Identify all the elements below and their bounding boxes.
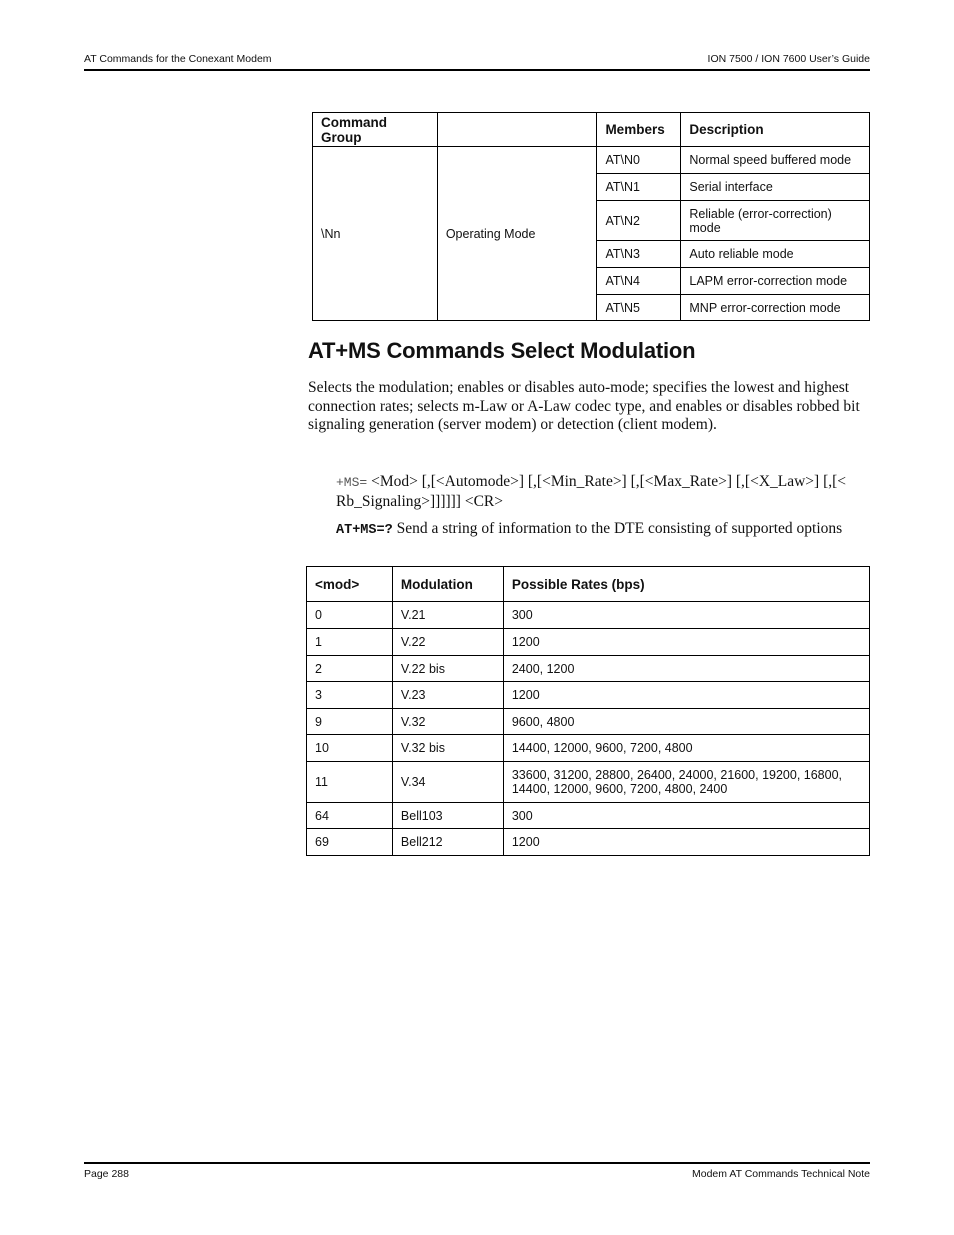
syntax-arguments: <Mod> [,[<Automode>] [,[<Min_Rate>] [,[<Max_Rate>] [,[<X_Law>] [,[< Rb_Signaling>]]]]]] <CR> — [336, 473, 847, 510]
description-cell: Auto reliable mode — [681, 241, 870, 268]
description-cell: Serial interface — [681, 174, 870, 201]
mod-cell: 3 — [307, 682, 393, 709]
modulation-cell: Bell103 — [392, 803, 503, 829]
table-row — [313, 147, 870, 174]
header-rule — [84, 69, 870, 71]
mod-cell: 2 — [307, 656, 393, 682]
table-row — [307, 829, 870, 856]
member-cell: AT\N4 — [597, 268, 681, 295]
table-row — [307, 709, 870, 735]
table-row — [307, 656, 870, 682]
mod-cell: 10 — [307, 735, 393, 762]
running-footer-right: Modem AT Commands Technical Note — [692, 1168, 870, 1180]
rates-cell: 1200 — [503, 829, 869, 856]
member-cell: AT\N0 — [597, 147, 681, 174]
description-cell: LAPM error-correction mode — [681, 268, 870, 295]
query-command: AT+MS=? — [336, 523, 393, 538]
description-cell: MNP error-correction mode — [681, 295, 870, 321]
member-cell: AT\N2 — [597, 201, 681, 241]
rates-cell: 1200 — [503, 682, 869, 709]
modulation-cell: V.32 bis — [392, 735, 503, 762]
column-header — [437, 113, 597, 147]
modulation-cell: V.21 — [392, 602, 503, 629]
operating-mode-table — [312, 112, 870, 321]
section-title: AT+MS Commands Select Modulation — [308, 338, 696, 363]
column-header: <mod> — [307, 567, 393, 602]
modulation-cell: V.34 — [392, 762, 503, 803]
mod-cell: 0 — [307, 602, 393, 629]
modulation-cell: Bell212 — [392, 829, 503, 856]
table-row — [307, 735, 870, 762]
column-header: Command Group — [313, 113, 438, 147]
column-header: Possible Rates (bps) — [503, 567, 869, 602]
modulation-cell: V.22 — [392, 629, 503, 656]
table-row — [307, 602, 870, 629]
table-row — [307, 682, 870, 709]
rates-cell: 33600, 31200, 28800, 26400, 24000, 21600, 19200, 16800, 14400, 12000, 9600, 7200, 4800, 2400 — [503, 762, 869, 803]
member-cell: AT\N5 — [597, 295, 681, 321]
footer-rule — [84, 1162, 870, 1164]
section-paragraph: Selects the modulation; enables or disables auto-mode; specifies the lowest and highest connection rates; selects m-Law or A-Law codec type, and enables or disables robbed bit signaling generation (server modem) or detection (client modem). — [308, 379, 860, 433]
rates-cell: 300 — [503, 602, 869, 629]
rates-cell: 2400, 1200 — [503, 656, 869, 682]
page-number: Page 288 — [84, 1168, 129, 1180]
table-header-row — [313, 113, 870, 147]
rates-cell: 1200 — [503, 629, 869, 656]
modulation-cell: V.22 bis — [392, 656, 503, 682]
table-row — [307, 803, 870, 829]
column-header: Description — [681, 113, 870, 147]
table-row — [307, 629, 870, 656]
rates-cell: 300 — [503, 803, 869, 829]
column-header: Modulation — [392, 567, 503, 602]
command-syntax — [336, 472, 856, 511]
mod-cell: 1 — [307, 629, 393, 656]
query-description: Send a string of information to the DTE consisting of supported options — [392, 520, 843, 537]
syntax-command: +MS= — [336, 475, 368, 490]
description-cell: Reliable (error-correction) mode — [681, 201, 870, 241]
command-query — [336, 519, 856, 540]
command-group-cell: \Nn — [313, 147, 438, 321]
running-header-left: AT Commands for the Conexant Modem — [84, 53, 272, 65]
modulation-cell: V.23 — [392, 682, 503, 709]
member-cell: AT\N1 — [597, 174, 681, 201]
modulation-cell: V.32 — [392, 709, 503, 735]
table-row — [307, 762, 870, 803]
member-cell: AT\N3 — [597, 241, 681, 268]
mod-cell: 64 — [307, 803, 393, 829]
mod-cell: 69 — [307, 829, 393, 856]
table-header-row — [307, 567, 870, 602]
rates-cell: 14400, 12000, 9600, 7200, 4800 — [503, 735, 869, 762]
running-header-right: ION 7500 / ION 7600 User’s Guide — [707, 53, 870, 65]
column-header: Members — [597, 113, 681, 147]
mod-cell: 11 — [307, 762, 393, 803]
description-cell: Normal speed buffered mode — [681, 147, 870, 174]
rates-cell: 9600, 4800 — [503, 709, 869, 735]
modulation-table — [306, 566, 870, 856]
mod-cell: 9 — [307, 709, 393, 735]
command-group-description-cell: Operating Mode — [437, 147, 597, 321]
